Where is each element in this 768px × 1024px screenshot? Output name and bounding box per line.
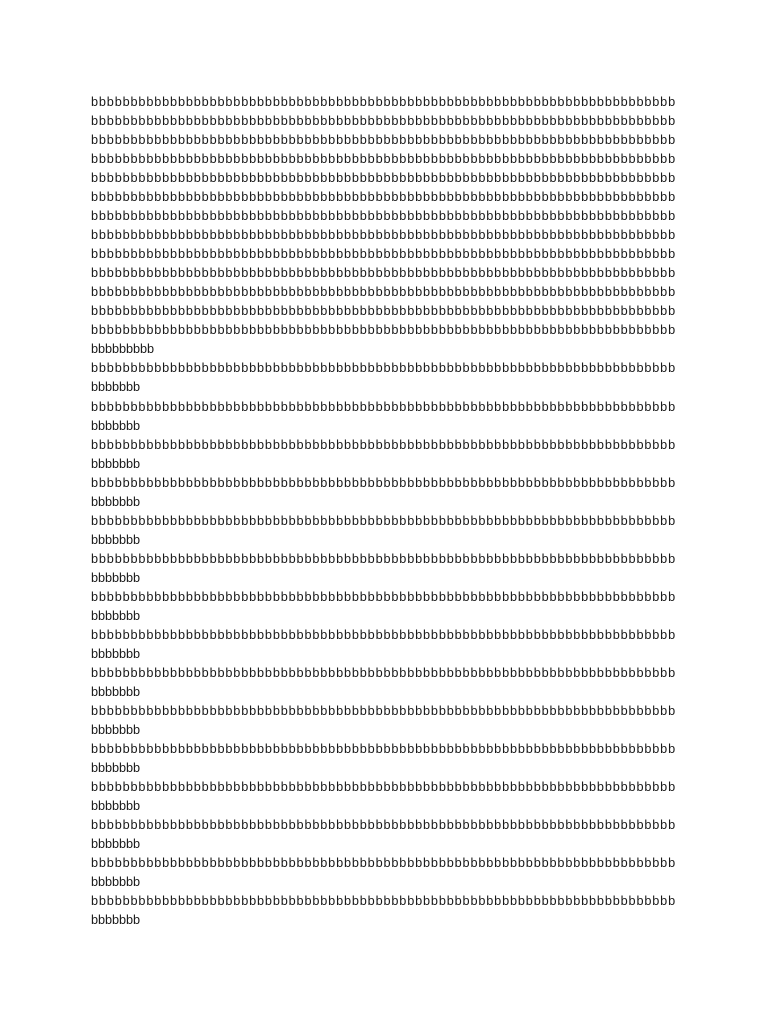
text-line: bbbbbbb [91,875,141,890]
text-line: bbbbbbb [91,570,141,585]
text-line: bbbbbbbbbbbbbbbbbbbbbbbbbbbbbbbbbbbbbbbbbbbbbbbbbbbbbbbbbbbbbbbbbbbbbbbbbb [91,551,676,566]
text-line: bbbbbbbbbbbbbbbbbbbbbbbbbbbbbbbbbbbbbbbbbbbbbbbbbbbbbbbbbbbbbbbbbbbbbbbbbb [91,894,676,909]
text-line: bbbbbbbbbbbbbbbbbbbbbbbbbbbbbbbbbbbbbbbbbbbbbbbbbbbbbbbbbbbbbbbbbbbbbbbbbb [91,665,676,680]
text-line: bbbbbbbbbbbbbbbbbbbbbbbbbbbbbbbbbbbbbbbbbbbbbbbbbbbbbbbbbbbbbbbbbbbbbbbbbb [91,361,676,376]
text-line: bbbbbbbbbbbbbbbbbbbbbbbbbbbbbbbbbbbbbbbbbbbbbbbbbbbbbbbbbbbbbbbbbbbbbbbbbb [91,228,676,243]
text-line: bbbbbbbbbbbbbbbbbbbbbbbbbbbbbbbbbbbbbbbbbbbbbbbbbbbbbbbbbbbbbbbbbbbbbbbbbb [91,133,676,148]
text-line: bbbbbbb [91,532,141,547]
text-line: bbbbbbbbbbbbbbbbbbbbbbbbbbbbbbbbbbbbbbbbbbbbbbbbbbbbbbbbbbbbbbbbbbbbbbbbbb [91,152,676,167]
text-line: bbbbbbbbbbbbbbbbbbbbbbbbbbbbbbbbbbbbbbbbbbbbbbbbbbbbbbbbbbbbbbbbbbbbbbbbbb [91,399,676,414]
text-line: bbbbbbb [91,646,141,661]
text-line: bbbbbbbbbbbbbbbbbbbbbbbbbbbbbbbbbbbbbbbbbbbbbbbbbbbbbbbbbbbbbbbbbbbbbbbbbb [91,742,676,757]
text-line: bbbbbbb [91,913,141,928]
text-line: bbbbbbb [91,418,141,433]
text-line: bbbbbbb [91,494,141,509]
text-line: bbbbbbb [91,837,141,852]
text-line: bbbbbbbbbbbbbbbbbbbbbbbbbbbbbbbbbbbbbbbbbbbbbbbbbbbbbbbbbbbbbbbbbbbbbbbbbb [91,437,676,452]
text-line: bbbbbbbbbbbbbbbbbbbbbbbbbbbbbbbbbbbbbbbbbbbbbbbbbbbbbbbbbbbbbbbbbbbbbbbbbb [91,475,676,490]
text-line: bbbbbbb [91,723,141,738]
text-line: bbbbbbbbbbbbbbbbbbbbbbbbbbbbbbbbbbbbbbbbbbbbbbbbbbbbbbbbbbbbbbbbbbbbbbbbbb [91,323,676,338]
text-line: bbbbbbbbbbbbbbbbbbbbbbbbbbbbbbbbbbbbbbbbbbbbbbbbbbbbbbbbbbbbbbbbbbbbbbbbbb [91,704,676,718]
text-line: bbbbbbbbbbbbbbbbbbbbbbbbbbbbbbbbbbbbbbbbbbbbbbbbbbbbbbbbbbbbbbbbbbbbbbbbbb [91,247,676,262]
text-line: bbbbbbbbbbbbbbbbbbbbbbbbbbbbbbbbbbbbbbbbbbbbbbbbbbbbbbbbbbbbbbbbbbbbbbbbbb [91,818,676,833]
text-line: bbbbbbbbbbbbbbbbbbbbbbbbbbbbbbbbbbbbbbbbbbbbbbbbbbbbbbbbbbbbbbbbbbbbbbbbbb [91,114,676,129]
text-line: bbbbbbbbbbbbbbbbbbbbbbbbbbbbbbbbbbbbbbbbbbbbbbbbbbbbbbbbbbbbbbbbbbbbbbbbbb [91,627,676,642]
text-line: bbbbbbb [91,380,141,395]
text-line: bbbbbbbbb [91,342,155,357]
text-line: bbbbbbbbbbbbbbbbbbbbbbbbbbbbbbbbbbbbbbbbbbbbbbbbbbbbbbbbbbbbbbbbbbbbbbbbbb [91,589,676,604]
text-line: bbbbbbbbbbbbbbbbbbbbbbbbbbbbbbbbbbbbbbbbbbbbbbbbbbbbbbbbbbbbbbbbbbbbbbbbbb [91,171,676,186]
text-line: bbbbbbbbbbbbbbbbbbbbbbbbbbbbbbbbbbbbbbbbbbbbbbbbbbbbbbbbbbbbbbbbbbbbbbbbbb [91,190,676,205]
text-line: bbbbbbbbbbbbbbbbbbbbbbbbbbbbbbbbbbbbbbbbbbbbbbbbbbbbbbbbbbbbbbbbbbbbbbbbbb [91,209,676,224]
text-line: bbbbbbb [91,761,141,776]
text-line: bbbbbbbbbbbbbbbbbbbbbbbbbbbbbbbbbbbbbbbbbbbbbbbbbbbbbbbbbbbbbbbbbbbbbbbbbb [91,95,676,109]
text-line: bbbbbbbbbbbbbbbbbbbbbbbbbbbbbbbbbbbbbbbbbbbbbbbbbbbbbbbbbbbbbbbbbbbbbbbbbb [91,856,676,871]
document-body [91,93,691,930]
text-line: bbbbbbbbbbbbbbbbbbbbbbbbbbbbbbbbbbbbbbbbbbbbbbbbbbbbbbbbbbbbbbbbbbbbbbbbbb [91,513,676,528]
text-line: bbbbbbbbbbbbbbbbbbbbbbbbbbbbbbbbbbbbbbbbbbbbbbbbbbbbbbbbbbbbbbbbbbbbbbbbbb [91,266,676,281]
text-line: bbbbbbb [91,456,141,471]
text-line: bbbbbbbbbbbbbbbbbbbbbbbbbbbbbbbbbbbbbbbbbbbbbbbbbbbbbbbbbbbbbbbbbbbbbbbbbb [91,285,676,300]
text-line: bbbbbbb [91,684,141,699]
text-line: bbbbbbb [91,799,141,814]
text-line: bbbbbbb [91,608,141,623]
text-line: bbbbbbbbbbbbbbbbbbbbbbbbbbbbbbbbbbbbbbbbbbbbbbbbbbbbbbbbbbbbbbbbbbbbbbbbbb [91,304,676,319]
text-line: bbbbbbbbbbbbbbbbbbbbbbbbbbbbbbbbbbbbbbbbbbbbbbbbbbbbbbbbbbbbbbbbbbbbbbbbbb [91,780,676,795]
